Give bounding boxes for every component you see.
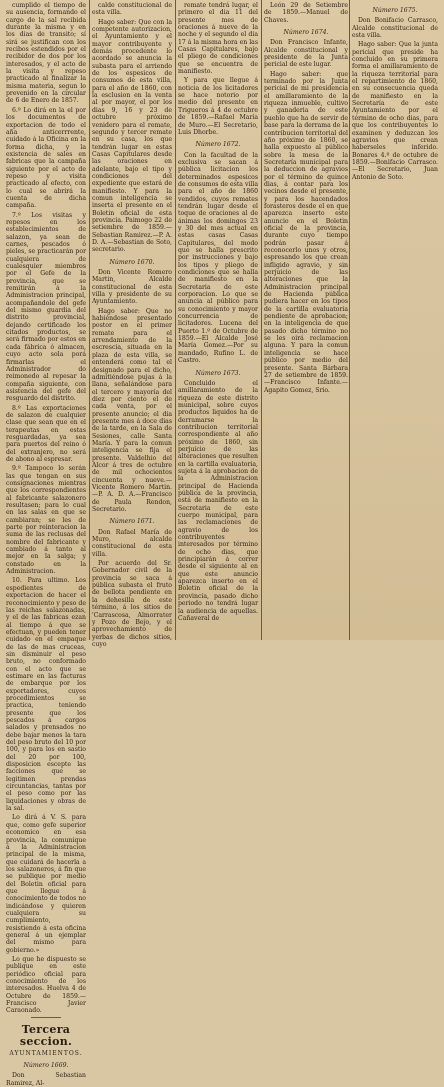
paragraph: Don Francisco Infante, Alcalde constitucional y presidente de la Junta pericial de este lugar.: [264, 39, 348, 69]
column-1: [6, 2, 86, 1087]
column-4: [264, 2, 348, 638]
paragraph: remate tendrá lugar, el primero el dia 11 del presente mes de oraciones á nueve de la noche y el segundo el dia 17 á la misma hora en las Casas Capitulares, bajo el pliego de condiciones que se encuentra de manifiesto.: [178, 2, 258, 76]
paragraph: Don Bonifacio Carrasco, Alcalde constitucional de esta villa.: [352, 17, 438, 40]
column-2: [92, 2, 172, 648]
paragraph: Don Sebastian Ramirez, Al-: [6, 1072, 86, 1087]
paragraph: Hago saber: Que la junta pericial que preside ha concluido en su primera forma el amillaramiento de la riqueza territorial para el repartimiento de 1860, en su consecuencia queda de manifiesto en la Secretaría de este Ayuntamiento por el término de ocho dias, para que los contribuyentes lo examinen y deduzcan los agravios que crean haberseles inferido. Bonares 4.º de octubre de 1859.—Bonifacio Carrasco.—El Secretario, Juan Antonio de Soto.: [352, 41, 438, 181]
column-rule: [349, 0, 350, 640]
paragraph: calde constitucional de esta villa.: [92, 2, 172, 17]
paragraph: Con la facultad de la exclusiva se sacan á pública licitacion los determinados espesicos de consumos de esta villa para el año de 1860 vendidos, cuyos remates tendrán lugar desde el toque de oraciones al de ánimas los domingos 23 y 30 del mes actual en estas casas Casas Capitulares, del modo que se halla prescrito por instrucciones y bajo los tipos y pliego de condiciones que se halla de manifiesto en la Secretaria de este corporacion. Lo que se anuncia al público para su conocimiento y mayor concurrencia de licitadores. Lucena del Puerto 1.º de Octubre de 1859.—El Alcalde José María Gomez.—Por su mandado, Rufino L. de Castro.: [178, 151, 258, 365]
paragraph: Hago saber: que terminado por la Junta pericial de mi presidencia el amillaramiento de la riqueza inmueble, cultivo y ganaderia de este pueblo que ha de servir de base para la derrama de la contribucion territorial del año próximo de 1860, se halla expuesto al público sobre la mesa de la Secretaría municipal para la deduccion de agravios por el término de quince dias, á contar para los vecinos desde el presente, y para los hacendados forasteros desde el en que aparezca inserto este anuncio en el Boletin oficial de la provincia, durante cuyo tiempo podrán pasar á reconocerlo unos y otros, espresando los que crean infligido agravio, y sin perjuicio de las alteraciones que la Administracion principal de Hacienda pública pudiera hacer en los tipos de la cartilla evaluatoria pendiente de aprobacion; en la inteligencia de que pasado dicho término no se les oirá reclamacion alguna. Y para la comun inteligencia se hace público por medio del presente. Santa Bárbara 27 de setiembre de 1859.—Francisco Infante.—Agapito Gomez, Srio.: [264, 70, 348, 394]
paragraph: 7.º Los visitas y repesos en los establecimientos de salazon, ya sean de carnes, pescados ó pieles, se practicarán por cualquiera de cualesquier miembros por el Gefe de la provincia, que se remitirán á la Administracion principal, acompañandole del gefe del mismo guardia del distrito provincial, dejando certificado los citados productos, se será firmado por estos en cada fábrica ó almacen, cuyo acto sola porá firmarlas el Administrador do reimonedo al repesar la compaña siguiente, con asistencia del gefe del resguardo del distrito.: [6, 211, 86, 403]
notice-number: Número 1672.: [195, 141, 241, 149]
paragraph: Don Rafael María de Muro, alcalde constitucional de esta villa.: [92, 528, 172, 558]
notice-number: Número 1669.: [23, 1062, 69, 1070]
paragraph: León 29 de Setiembre de 1859.—Manuel de Chaves.: [264, 2, 348, 24]
paragraph: Lo que he dispuesto se publique en este periódico oficial para conocimiento de los interesados. Huelva 4 de Octubre de 1859.—Francisco Javier Caraonado.: [6, 956, 86, 1015]
paragraph: Don Vicente Romero Martin, Alcalde constitucional de esta villa y presidente de su Ayuntamiento.: [92, 269, 172, 306]
notice-number: Número 1671.: [109, 518, 155, 526]
paragraph: 9.º Tampoco lo serán las que tengan en sus consignaciones mientras que los correspondientes al fabricante salazonero resultasen; para lo cual en las salas en que se cambiaran; se les de parte por reinteracion la suma de las reclusas del nombre del fabricante y cambiado á tanto al mejor en la salga; y constado en la Administracion.: [6, 465, 86, 576]
notice-number: Número 1675.: [372, 7, 418, 14]
section-subtitle: AYUNTAMIENTOS.: [9, 1049, 83, 1057]
column-rule: [261, 0, 262, 640]
column-5: [352, 2, 438, 638]
column-rule: [175, 0, 176, 640]
column-rule: [89, 0, 90, 640]
paragraph: Y para que llegue á noticia de los licitadores se hace notorio por medio del presente en Trigueros á 4 de octubre de 1859.—Rafael María de Muro.—El Secretario, Luis Dhorbe.: [178, 77, 258, 136]
divider: [31, 1017, 61, 1018]
notice-number: Número 1673.: [195, 369, 241, 377]
paragraph: Hago saber: Que no habiéndose presentado postor en el primer remate para el arrendamiento de la escrescia, situada en la plaza de esta villa, se entenderá como tal el designado para el dicho, admitiéndose pujas á la llana, señalándose para el tercero y mayoría del diez por ciento el de cada venta, por el presente anuncio; el dia presente mes á doce dias de la tarde, en la Sala de Sesiones, calle Santa María. Y para la comun inteligencia se fija el presente. Valdelhio del Alcor á tres de octubre de mil ochocientos cincuenta y nueve.—Vicente Romero Martin.—P. A. D. A.—Francisco de Paula Rendon, Secretario.: [92, 307, 172, 514]
paragraph: 8.º Las exportaciones de salazon de cualquier clase que sean que en el terapeutas en estas resguardadas, ya sea para puertos del reino ó del extranjero, no será de abono al espresar.: [6, 404, 86, 463]
paragraph: 6.º Lo dirá en la el por los documentos de exportacion de todo el aña anticerrrente, cuidado á la Oficina en la forma dicha, y la existencia de sales en fabricas que la campaña siguiente por el acto de repeso y visita practicado al efecto, con lo cual se abrirá la cuenta de dicha campaña.: [6, 106, 86, 210]
column-3: [178, 2, 258, 638]
paragraph: Concluido el amillaramiento de la riqueza de este distrito municipal, sobre cuyos productos liquidos ha de derramarse la contribucion territorial correspondiente al año próximo de 1860, sin perjuicio de las alteraciones que resulten en la cartilla evaluatoria, sujeta á la aprobacion de la Administracion principal de Hacienda pública de la provincia, está de manifiesto en la Secretaria de este cuerpo municipal, para las reclamaciones de agravio de los contribuyentes interesados por término de ocho dias, que principiarán á correr desde el siguiente al en que este anuncio aparezca inserto en el Boletin oficial de la provincia, pasado dicho periodo no tendrá lugar la audiencia de aquellas. Cañaveral de: [178, 379, 258, 622]
paragraph: Lo dirá á V. S. para que, como gefe superior economico en esa provincia, la comunique á la Administracion principal de la misma, que cuidará de hacerla a los salazoneros, á fin que se publique por medio del Boletin oficial para que llegue á conocimiento de todos no indicándose y quieren cualquiera su cumplimiento, resistiendo á esta oficina general á un ejemplar del mismo para gobierno.»: [6, 814, 86, 954]
section-title: Tercera seccion.: [19, 1022, 73, 1048]
notice-number: Número 1670.: [109, 258, 155, 266]
paragraph: cumplido el tiempo de su ausencia, formando el cargo de la sal recibida durante la misma y en los dias de transito; sí sirá se justifican con los recibos estendidos por el recibidor de dos por los interesados, y el acto de la visita y repeso practicado al finalizar la misma materia, segun lo prevenido en la circular de 6 de Enero de 1857.: [6, 2, 86, 105]
paragraph: Hago saber: Que con la competente autorizacion, el Ayuntamiento y el mayor contribuyente y demás procedente lo acordado se anuncia la subasta para el arriendo de los espesicos de consumos de esta villa, para el año de 1860, con la esclusion en la venta al por mayor, el por los dias 9, 16 y 23 de octubre próximo venidero para el remate, segundo y tercer remate en su casa, los que tendrán lugar en estas Casas Capitulares desde las oraciones en adelante, bajo el tipo y condiciones del expediente que estará de manifiesto. Y para la comun inteligencia se inserta el presente en el Boletin oficial de esta provincia. Paimogo 22 de setiembre de 1859.—Sebastian Ramirez.—P. A. D. A.—Sebastian de Soto, secretario.: [92, 18, 172, 254]
paragraph: 10. Para ultimo. Los espedientes de exportacion de hacer el reconocimiento y peso de las reichas salazonadas, y el de las fabricas ezan al tiempo á que se efectuan, y pueden tener cuidado en el empaque de las de mas cruceas, sin disminuir el peso bruto, no conformado con el acto que se estimare en las facturas de embarque por los exportadores, cuyos procedimientos se practica, teniendo presente que los pescados á cargos salados y prensados no debe bajar menos la tara del peso bruto del 10 por 100, y para los en sastio del 20 por 100, disposicion escepte las facciones que se legitimen prendas circuntancias, tantas por el peso como por las liquidaciones y obras de la sal.: [6, 577, 86, 813]
paragraph: Por acuerdo del Sr. Gobernador civil de la provincia se saca á pública subasta el fruto de bellota pendiente en la dehesilla de este término, á los sitios de 'Carrascosa, Almorrater y Pozo de Bejo, y el aprovechamiento de yerbas de dichos sitios, cuyo: [92, 560, 172, 648]
notice-number: Número 1674.: [283, 29, 329, 37]
